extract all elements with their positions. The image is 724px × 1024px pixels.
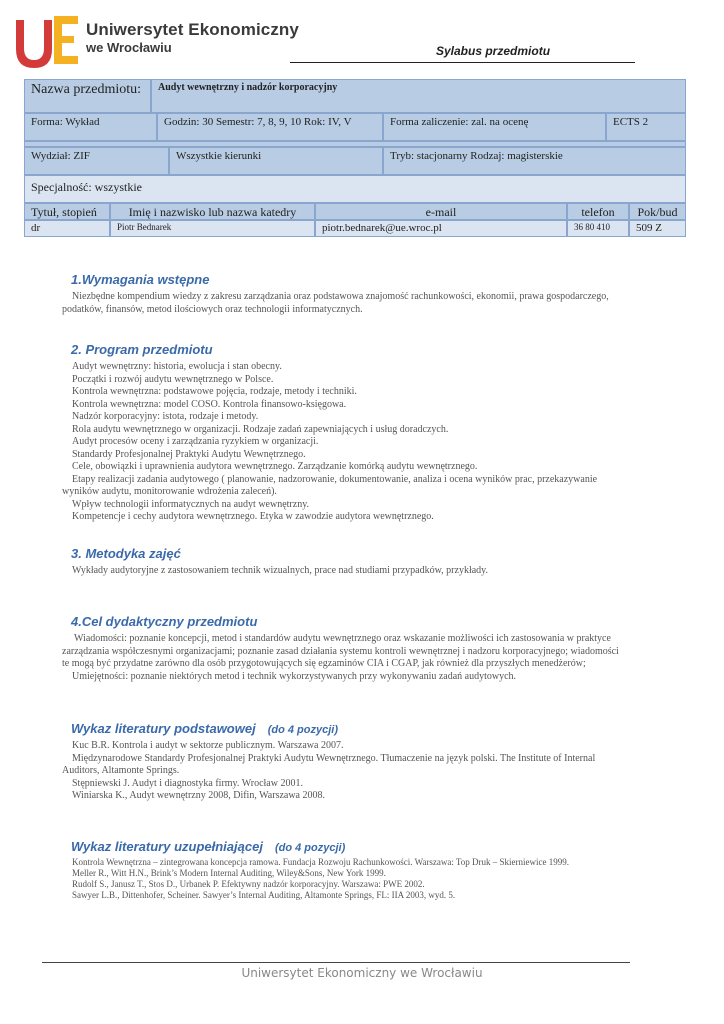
forma: Forma: Wykład [24, 113, 157, 141]
text-line: Początki i rozwój audytu wewnętrznego w Polsce. [72, 373, 274, 385]
text-line: te mogą być przydatne zarówno dla osób przygotowujących się egzaminów CIA i CGAP, jak również dla przyszłych menedżerów; [62, 658, 586, 669]
section-1-title: 1.Wymagania wstępne [71, 272, 210, 287]
section-1-body [62, 291, 609, 316]
text-line: Standardy Profesjonalnej Praktyki Audytu Wewnętrznego. [72, 448, 306, 460]
col-header-room: Pok/bud [629, 203, 686, 220]
zaliczenie: Forma zaliczenie: zal. na ocenę [383, 113, 606, 141]
text-line: Kontrola wewnętrzna: model COSO. Kontrola finansowo-księgowa. [72, 398, 347, 410]
cell-name: Piotr Bednarek [110, 220, 315, 237]
university-city: we Wrocławiu [86, 40, 172, 55]
text-line: Audyt procesów oceny i zarządzania ryzykiem w organizacji. [72, 436, 319, 447]
col-header-title: Tytuł, stopień [24, 203, 110, 220]
section-5-note: (do 4 pozycji) [267, 724, 338, 736]
text-line: Etapy realizacji zadania audytowego ( planowanie, nadzorowanie, dokumentowanie, analiza i ocena wyników prac, przekazywanie [72, 473, 598, 485]
text-line: Rudolf S., Janusz T., Stos D., Urbanek P. Efektywny nadzór korporacyjny. Warszawa: PWE 2002. [72, 879, 425, 889]
text-line: Sawyer L.B., Dittenhofer, Scheiner. Sawyer’s Internal Auditing, Altamonte Springs, FL: IIA 2003, wyd. 5. [72, 890, 456, 900]
section-4-body [62, 633, 619, 683]
specjalnosc: Specjalność: wszystkie [24, 175, 686, 203]
university-logo [12, 12, 80, 70]
col-header-email: e-mail [315, 203, 567, 220]
cell-phone: 36 80 410 [567, 220, 629, 237]
text-line: Kuc B.R. Kontrola i audyt w sektorze publicznym. Warszawa 2007. [72, 740, 344, 751]
document-type: Sylabus przedmiotu [436, 44, 551, 58]
text-line: wyników audytu, monitorowanie wdrożenia zaleceń). [62, 486, 277, 497]
text-line: Międzynarodowe Standardy Profesjonalnej Praktyki Audytu Wewnętrznego. Tłumaczenie na język polski. The Institute of Internal [72, 752, 596, 764]
subject-value: Audyt wewnętrzny i nadzór korporacyjny [151, 79, 686, 113]
section-5-title [71, 721, 338, 736]
text-line: Niezbędne kompendium wiedzy z zakresu zarządzania oraz podstawowa znajomość rachunkowości, ekonomii, prawa gospodarczego, [72, 291, 609, 302]
text-line: Kontrola Wewnętrzna – zintegrowana koncepcja ramowa. Fundacja Rozwoju Rachunkowości. Warszawa: Top Druk – Skierniewice 1999. [72, 857, 570, 867]
section-6-body [72, 857, 569, 901]
text-line: Wpływ technologii informatycznych na audyt wewnętrzny. [72, 498, 310, 510]
text-line: zarządzania współczesnymi organizacjami; poznanie zasad działania systemu kontroli wewnętrznej i nadzoru korporacyjnego; wiadomości [62, 645, 619, 657]
text-line: Auditors, Altamonte Springs. [62, 765, 180, 776]
tryb: Tryb: stacjonarny Rodzaj: magisterskie [383, 147, 686, 175]
subject-label: Nazwa przedmiotu: [24, 79, 151, 113]
text-line: Meller R., Witt H.N., Brink’s Modern Internal Auditing, Wiley&Sons, New York 1999. [72, 868, 386, 878]
col-header-phone: telefon [567, 203, 629, 220]
text-line: Kontrola wewnętrzna: podstawowe pojęcia, rodzaje, metody i techniki. [72, 386, 357, 397]
cell-title: dr [24, 220, 110, 237]
section-2-body [62, 361, 597, 524]
kierunki: Wszystkie kierunki [169, 147, 383, 175]
section-4-title: 4.Cel dydaktyczny przedmiotu [71, 614, 258, 629]
header-divider [290, 62, 635, 63]
section-6-title [71, 839, 345, 854]
col-header-name: Imię i nazwisko lub nazwa katedry [110, 203, 315, 220]
godzin: Godzin: 30 Semestr: 7, 8, 9, 10 Rok: IV, V [157, 113, 383, 141]
text-line: Stępniewski J. Audyt i diagnostyka firmy. Wrocław 2001. [72, 777, 303, 789]
text-line: podatków, finansów, metod ilościowych oraz technologii informatycznych. [62, 303, 363, 315]
section-6-title-text: Wykaz literatury uzupełniającej [71, 839, 263, 854]
ects: ECTS 2 [606, 113, 686, 141]
footer-divider [42, 962, 630, 963]
text-line: Umiejętności: poznanie niektórych metod i technik wykorzystywanych przy wykonywaniu zadań audytowych. [72, 670, 517, 682]
footer-text: Uniwersytet Ekonomiczny we Wrocławiu [241, 966, 483, 980]
university-name: Uniwersytet Ekonomiczny [86, 20, 299, 39]
section-5-title-text: Wykaz literatury podstawowej [71, 721, 256, 736]
text-line: Audyt wewnętrzny: historia, ewolucja i stan obecny. [72, 361, 282, 372]
text-line: Nadzór korporacyjny: istota, rodzaje i metody. [72, 411, 259, 422]
text-line: Kompetencje i cechy audytora wewnętrznego. Etyka w zawodzie audytora wewnętrznego. [72, 511, 434, 522]
section-2-title: 2. Program przedmiotu [71, 342, 213, 357]
text-line: Rola audytu wewnętrznego w organizacji. Rodzaje zadań zapewniających i usług doradczych. [72, 423, 449, 435]
text-line: Wiadomości: poznanie koncepcji, metod i standardów audytu wewnętrznego oraz wskazanie możliwości ich zastosowania w praktyce [74, 633, 611, 644]
wydzial: Wydział: ZIF [24, 147, 169, 175]
cell-email[interactable]: piotr.bednarek@ue.wroc.pl [315, 220, 567, 237]
section-3-body [72, 565, 488, 578]
section-5-body [62, 740, 595, 803]
text-line: Wykłady audytoryjne z zastosowaniem technik wizualnych, prace nad studiami przypadków, przykłady. [72, 565, 489, 576]
cell-room: 509 Z [629, 220, 686, 237]
section-6-note: (do 4 pozycji) [274, 842, 346, 854]
text-line: Cele, obowiązki i uprawnienia audytora wewnętrznego. Zarządzanie komórką audytu wewnętrznego. [72, 461, 478, 472]
section-3-title: 3. Metodyka zajęć [71, 546, 181, 561]
text-line: Winiarska K., Audyt wewnętrzny 2008, Difin, Warszawa 2008. [72, 790, 325, 801]
